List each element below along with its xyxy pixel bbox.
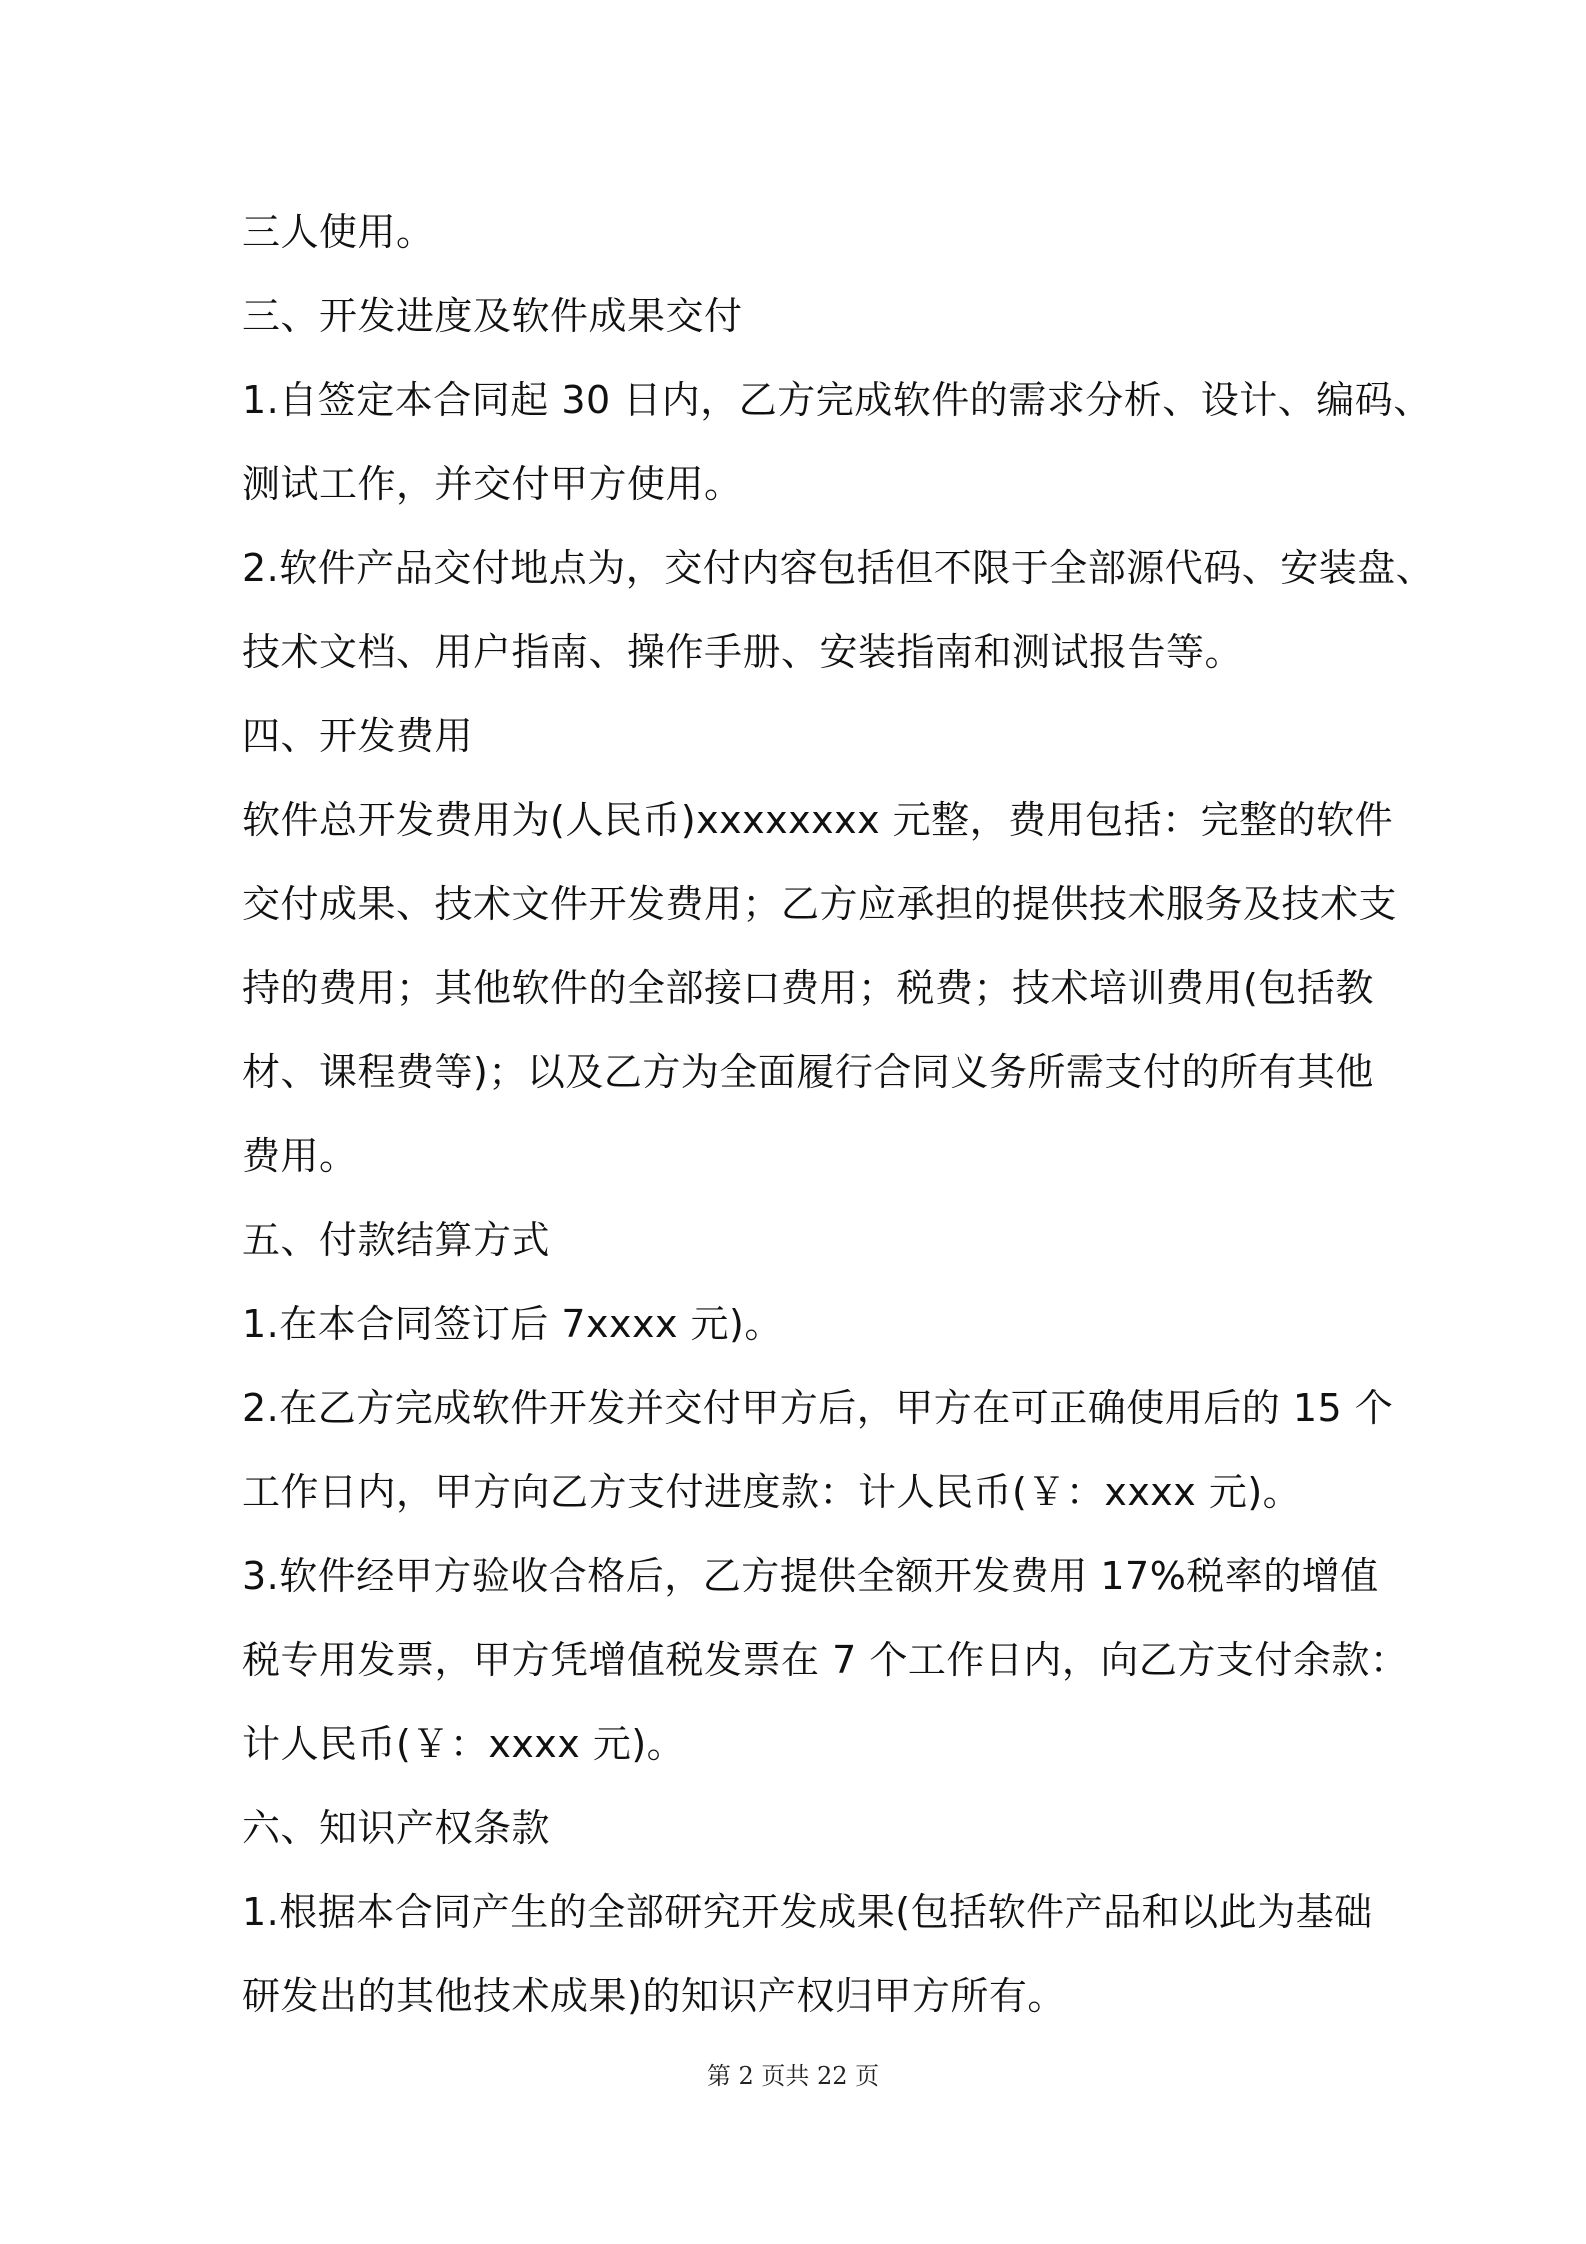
section-heading: 六、知识产权条款 (242, 1806, 551, 1850)
text-line: 工作日内，甲方向乙方支付进度款：计人民币(￥：xxxx 元)。 (242, 1470, 1302, 1514)
text-line: 2.在乙方完成软件开发并交付甲方后，甲方在可正确使用后的 15 个 (242, 1386, 1394, 1430)
section-heading: 三、开发进度及软件成果交付 (242, 294, 743, 338)
text-line: 材、课程费等)；以及乙方为全面履行合同义务所需支付的所有其他 (242, 1050, 1374, 1094)
text-line: 交付成果、技术文件开发费用；乙方应承担的提供技术服务及技术支 (242, 882, 1398, 926)
section-heading: 四、开发费用 (242, 714, 474, 758)
text-line: 3.软件经甲方验收合格后，乙方提供全额开发费用 17%税率的增值 (242, 1554, 1379, 1598)
document-body (242, 190, 1435, 2038)
text-line: 持的费用；其他软件的全部接口费用；税费；技术培训费用(包括教 (242, 966, 1374, 1010)
page-number-footer: 第 2 页共 22 页 (706, 2062, 880, 2090)
text-line: 税专用发票，甲方凭增值税发票在 7 个工作日内，向乙方支付余款： (242, 1638, 1409, 1682)
text-line: 研发出的其他技术成果)的知识产权归甲方所有。 (242, 1974, 1066, 2018)
text-line: 1.自签定本合同起 30 日内，乙方完成软件的需求分析、设计、编码、 (242, 378, 1432, 422)
text-line: 1.在本合同签订后 7xxxx 元)。 (242, 1302, 783, 1346)
text-line: 计人民币(￥：xxxx 元)。 (242, 1722, 686, 1766)
text-line: 测试工作，并交付甲方使用。 (242, 462, 743, 506)
text-line: 软件总开发费用为(人民币)xxxxxxxx 元整，费用包括：完整的软件 (242, 798, 1394, 842)
section-heading: 五、付款结算方式 (242, 1218, 551, 1262)
text-line: 技术文档、用户指南、操作手册、安装指南和测试报告等。 (242, 630, 1244, 674)
text-line: 2.软件产品交付地点为，交付内容包括但不限于全部源代码、安装盘、 (242, 546, 1435, 590)
text-line: 1.根据本合同产生的全部研究开发成果(包括软件产品和以此为基础 (242, 1890, 1373, 1934)
text-line: 费用。 (242, 1134, 358, 1178)
text-line: 三人使用。 (242, 210, 435, 254)
